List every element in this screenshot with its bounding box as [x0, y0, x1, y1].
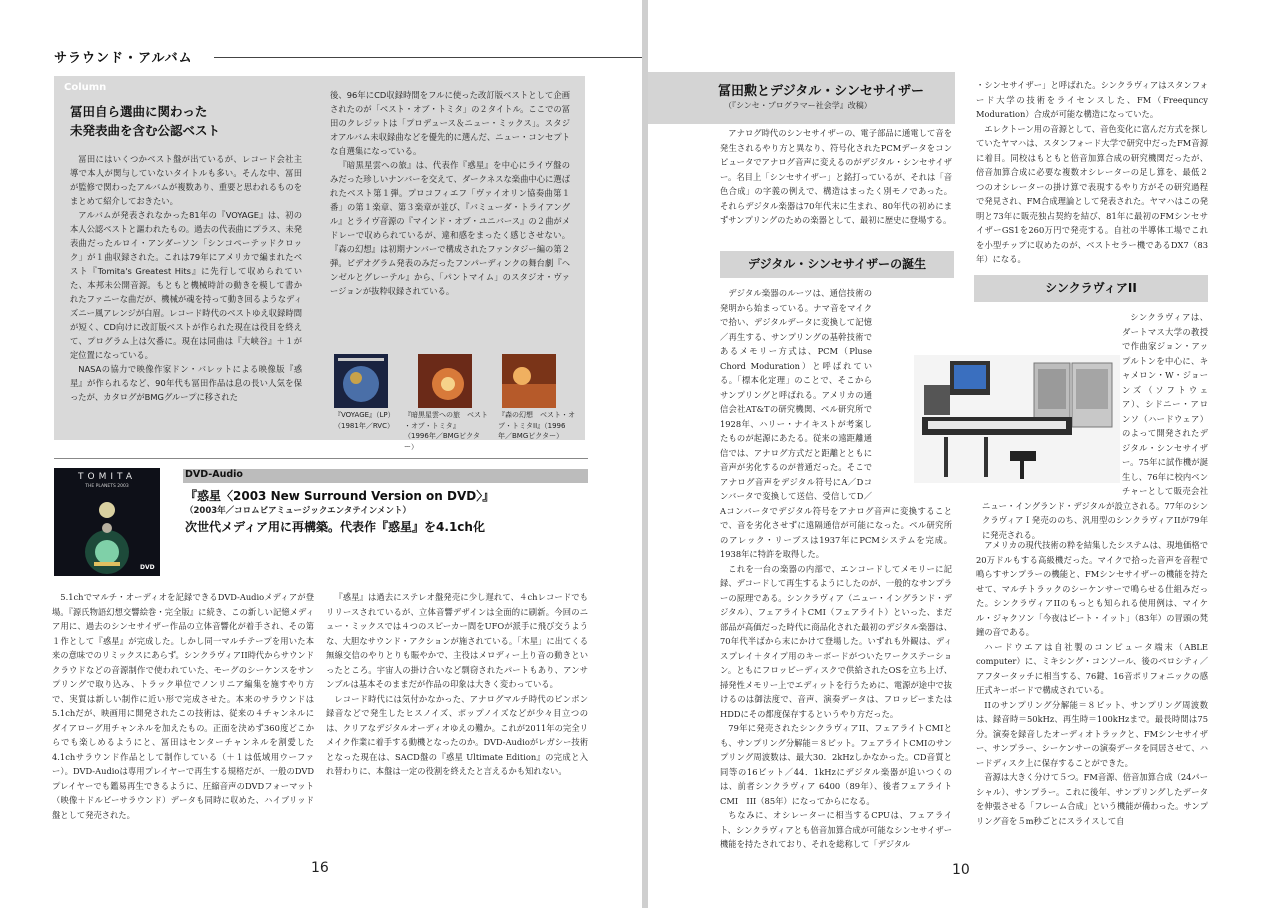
- dvd-cover-title: THE PLANETS 2003: [85, 484, 129, 489]
- article-subtitle: （『シンセ・プログラマー社会学』改稿）: [724, 101, 872, 110]
- paragraph: レコード時代には気付かなかった、アナログマルチ時代のピンポン録音などで発生したヒスノイズ、ポップノイズなどが少々目立つのは、クリアなデジタルオーディオゆえの難か。これが2011年の完全リメイク作業に着手する動機となったのか。DVD-Audioがレガシー技術となった現在は、SACD盤の『惑星 Ultimate Edition』の完成と入れ替わりに、本盤は一定の役割を終えたと言えるかも知れない。: [326, 693, 588, 776]
- album-cover-ankoku: [418, 354, 472, 408]
- paragraph: アルバムが発表されなかった81年の『VOYAGE』は、初の本人公認ベストと謳われたもの。過去の代表曲にプラス、未発表曲だったルロイ・アンダーソン「シンコペーテッドクロック」が１曲収録された。これは79年にアメリカで編まれたベスト『Tomita's Greatest Hits』に先行して収められていた、本邦未公開音源。もともと機械時計の動きを模して書かれたファニーな曲だが、機械が魂を持って動き回るようなディズニー風アレンジが白眉。レコード時代のベストゆえ収録時間が短く、CD向けに改訂版ベストが作られた現在は役目を終えて、プログラム上は欠番に。現在は同曲は『大峡谷』＋１が定位置になっている。: [70, 210, 302, 360]
- caption-line: 『森の幻想 ベスト・オ: [498, 411, 575, 419]
- page-number: 10: [952, 862, 970, 878]
- caption-line: 『VOYAGE』（LP）: [334, 411, 395, 419]
- dvd-subtitle: （2003年／コロムビアミュージックエンタテインメント）: [185, 506, 411, 516]
- paragraph: NASAの協力で映像作家ドン・バレットによる映像版『惑星』が作られるなど、90年代も冨田作品は息の長い人気を保ったが、カタログがBMGグループに移された: [70, 364, 302, 402]
- column-title-line1: 冨田自ら選曲に関わった: [70, 104, 208, 119]
- dvd-headline: 次世代メディア用に再構築。代表作『惑星』を4.1ch化: [185, 520, 485, 534]
- column-title-line2: 未発表曲を含む公認ベスト: [70, 123, 221, 138]
- paragraph: 79年に発売されたシンクラヴィアII、フェアライトCMIとも、サンプリング分解能＝８ビット。フェアライトCMIのサンプリング周波数は、最大30．2kHzしかなかった。CD音質と同等の16ビット／44．1kHzにデジタル楽器が追いつくのは、前者シンクラヴィア 6400（89年）、後者フェアライトCMI III（85年）になってからになる。: [720, 723, 952, 806]
- mori-cover-art: [502, 354, 556, 408]
- paragraph: 後、96年にCD収録時間をフルに使った改訂版ベストとして企画されたのが「ベスト・オブ・トミタ」の２タイトル。ここでの冨田のクレジットは「プロデュース＆ニュー・ミックス」。スタジオアルバム未収録曲などを優先的に選んだ、ニュー・コンセプトな自選集になっている。: [330, 90, 570, 156]
- intro-text: [720, 126, 952, 246]
- column-title: [70, 102, 220, 140]
- page-number: 16: [311, 860, 329, 876]
- paragraph: アメリカの現代技術の粋を結集したシステムは、現地価格で20万ドルもする高級機だった。マイクで拾った音声を音程で鳴らすサンプラーの機能と、FMシンセサイザーの機能を持たせて、マルチトラックのシーケンサーで鳴らせる仕組みだった。シンクラヴィアIIのもっとも知られる使用例は、マイケル・ジャクソン「今夜はビート・イット」（83年）の冒頭の梵鐘の音である。: [976, 540, 1208, 637]
- article-header: [648, 72, 955, 124]
- paragraph: 『暗黒星雲への旅』は、代表作『惑星』を中心にライヴ盤のみだった珍しいナンバーを交えて、ダークネスな楽曲中心に選ばれたベスト第１弾。プロコフィエフ「ヴァイオリン協奏曲第１番」の第１楽章、第３楽章が並び、『バミューダ・トライアングル』とライヴ音源の『マインド・オブ・ユニバース』の２曲がメドレーで収められているが、違和感をまったく感じさせない。『森の幻想』は初期ナンバーで構成されたファンタジー編の第２弾。ビデオグラム発表のみだったフンパーディンクの舞台劇『ヘンゼルとグレーテル』から、「パントマイム」のスタジオ・ヴァージョンが抜粋収録されている。: [330, 160, 570, 296]
- paragraph: 冨田にはいくつかベスト盤が出ているが、レコード会社主導で本人が関与していないタイトルも多い。そんな中、冨田が監修で関わったアルバムが複数あり、重要と思われるものをまとめて紹介しておきたい。: [70, 154, 302, 206]
- column-left-text: [70, 152, 302, 438]
- album-cover-mori: [502, 354, 556, 408]
- paragraph: 5.1chでマルチ・オーディオを記録できるDVD-Audioメディアが登場。『源氏物語幻想交響絵巻・完全版』に続き、この新しい記憶メディア用に、過去のシンセサイザー作品の立体音響化が着手され、その第１作として『惑星』が完成した。しかし同一マルチテープを用いた本来の意味でのリミックスにあらず。シンクラヴィアII時代からサウンドクラウドなどの音源制作で使われていた、モーグのシーケンスをサンプリングで取り込み、トラック単位でノンリニア編集を施すやり方で、実質は新しい制作に近い形で完成させた。本来のサラウンドは5.1chだが、映画用に開発されたこの技術は、従来の４チャンネルにダイアローグ用チャンネルを加えたもの。正面を決めず360度どこからでも楽しめるようにと、冨田はセンターチャンネルを割愛した4.1chサラウンド作品として制作している（＋１は低域用ウーファー）。DVD-Audioは専用プレイヤーで再生する規格だが、一般のDVDプレイヤーでも鑑易再生できるように、圧縮音声のDVDフォーマット（映像＋ドルビーサラウンド）データも同時に収めた、ハイブリッド盤として発売された。: [52, 592, 314, 820]
- paragraph: 『惑星』は過去にステレオ盤発売に少し遅れて、４chレコードでもリリースされているが、立体音響デザインは全面的に刷新。今回のニュー・ミックスでは４つのスピーカー間をUFOが派手に飛び交うような、大胆なサウンド・アクションが施されている。「木星」に出てくる無線交信のやりとりも賑やかで、主役はメロディー上り音の動きといったところ。宇宙人の掛け合いなど剽窃されたパートもあり、アンサンブルは基本そのままだが作品の印象は大きく変わっている。: [326, 592, 588, 689]
- paragraph: デジタル楽器のルーツは、通信技術の発明から始まっている。ナマ音をマイクで拾い、デジタルデータに変換して記憶／再生する、サンプリングの基幹技術であるメモリー方式は、PCM（Pluse Chord Moduration）と呼ばれている。「標本化定理」のことで、そこからサンプリングと呼ばれる。アメリカの通信会社AT&Tの研究機関、ベル研究所で1928年、ハリー・ナイキストが考案したものが起源にあたる。従来の遠距離通信では、アナログ方式だと距離とともに音声が劣化するのが普通だった。そこでアナログ音声をデジタル符号にA／Dコンバータで変換して送信、受信してD／Aコンバータでデジタル符号をアナログ音声に変換することで、音を劣化させずに遠隔通信が可能になった。ベル研究所のアレック・リーブスは1937年にPCMシステムを完成。1938年に特許を取得した。: [720, 288, 952, 559]
- column-box: [54, 76, 585, 451]
- dvd-cover: [54, 468, 160, 576]
- section-heading-synclavier: シンクラヴィアII: [974, 275, 1208, 302]
- album-caption-mori: [498, 410, 578, 442]
- dvd-label-bar: [183, 469, 588, 483]
- article-title: 冨田勲とデジタル・シンセサイザー: [718, 84, 924, 99]
- caption-line: 『暗黒星雲への旅 ベスト: [404, 411, 488, 419]
- voyage-cover-art: [334, 354, 388, 408]
- column-right-text: [330, 88, 570, 340]
- caption-line: ・オブ・トミタ』: [404, 421, 460, 430]
- dvd-cover-brand: TOMITA: [78, 472, 136, 482]
- section-heading-birth: デジタル・シンセサイザーの誕生: [720, 251, 954, 278]
- dvd-title: 『惑星〈2003 New Surround Version on DVD〉』: [185, 489, 495, 503]
- caption-line: （1981年／RVC）: [334, 421, 394, 430]
- paragraph: ハードウエアは自社製のコンピュータ端末（ABLE computer）に、ミキシング・コンソール、後のベロシティ／アフタータッチに相当する、76鍵、16音ポリフォニックの感圧式キーボードで構成されている。: [976, 641, 1208, 695]
- dvd-right-text: [326, 590, 588, 840]
- paragraph: これを一台の楽器の内部で、エンコードしてメモリーに記録、デコードして再生するようにしたのが、一般的なサンプラーの原理である。シンクラヴィア（ニュー・イングランド・デジタル）、フェアライトCMI（フェアライト）といった、まだ部品が高価だった時代に商品化された最初のデジタル楽器は、70年代半ばから末にかけて登場した。いずれも外観は、ディスプレイ＋タイプ用のキーボードがついたワークステーション。ともにフロッピーディスクで供給されたOSを立ち上げ、掃発性メモリー上でエディットを行うために、電源が途中で抜けるのは御法度で、音声、演奏データは、フロッピーまたはHDDにその都度保存するというやり方だった。: [720, 563, 952, 719]
- paragraph: ・シンセサイザー」と呼ばれた。シンクラヴィアはスタンフォード大学の技術をライセンスした、FM（Freequncy Moduration）合成が可能な構造になっていた。: [976, 80, 1208, 119]
- col2-side-text: [1120, 340, 1208, 530]
- col2-top-text: [976, 78, 1208, 268]
- spacer: [982, 310, 1122, 490]
- paragraph: ちなみに、オシレーターに相当するCPUは、フェアライト、シンクラヴィアとも倍音加算合成が可能なシンセサイザー機能を持たされており、それを総称して「デジタル: [720, 810, 952, 849]
- album-caption-voyage: [334, 410, 414, 431]
- dvd-label: DVD-Audio: [185, 469, 243, 480]
- dvd-left-text: [52, 590, 314, 840]
- section-rule: [214, 57, 642, 58]
- paragraph: 音源は大きく分けて５つ。FM音源、倍音加算合成（24パーシャル）、サンプラー。これに後年、サンプリングしたデータを伸張させる「フレーム合成」という機能が備わった。サンプリング音を５m秒ごとにスライスして自: [976, 772, 1208, 826]
- paragraph: エレクトーン用の音源として、音色変化に富んだ方式を探していたヤマハは、スタンフォード大学で研究中だったFM音源に着目。同校はもともと倍音加算合成の研究機関だったが、倍音加算合成に必要な複数オシレーターの足し算を、最低２つのオシレーターの掛け算で表現するやり方がその研究過程で発見され、FM合成理論として発表された。ヤマハはこの発明と73年に販売独占契約を結び、81年に最初のFMシンセサイザーGS1を260万円で発売する。自社の半導体工場でこれを小型チップに収めたのが、ベストセラー機であるDX7（83年）になる。: [976, 123, 1208, 264]
- right-page: [648, 0, 1280, 908]
- divider: [54, 458, 588, 459]
- paragraph: アナログ時代のシンセサイザーの、電子部品に通電して音を発生されるやり方と異なり、符号化されたPCMデータをコンピュータでアナログ音声に変えるのがデジタル・シンセサイザー。名目上「シンセサイザー」と銘打っているが、それは「音色合成」の字義の例えで、構造はまったく別モノであった。それらデジタル楽器は70年代末に生まれ、80年代の初めにまずサンプリングのための楽器として、最初に歴史に登場する。: [720, 128, 952, 225]
- paragraph: シンクラヴィアは、ダートマス大学の教授で作曲家ジョン・アップルトンを中心に、キャメロン・W・ジョーンズ（ソフトウェア）、シドニー・アロンソ（ハードウェア）のよって開発されたデジタル・シンセサイザー。75年に試作機が誕生し、76年に校内ベンチャーとして販売会社ニュー・イングランド・デジタルが設立される。77年のシンクラヴィアＩ発売ののち、汎用型のシンクラヴィアIIが79年に発売される。: [982, 312, 1208, 540]
- ankoku-cover-art: [418, 354, 472, 408]
- album-cover-voyage: [334, 354, 388, 408]
- album-caption-ankoku: [404, 410, 490, 452]
- caption-line: （1996年／BMGビクター）: [404, 432, 480, 451]
- section-title: サラウンド・アルバム: [54, 51, 193, 66]
- dvd-badge: DVD: [140, 564, 155, 571]
- col2-bottom-text: [976, 538, 1208, 838]
- caption-line: 年／BMGビクター）: [498, 432, 564, 440]
- caption-line: ブ・トミタII』（1996: [498, 421, 566, 430]
- paragraph: IIのサンプリング分解能＝８ビット、サンプリング周波数は、録音時＝50kHz、再生時＝100kHzまで。最長時間は75分。演奏を録音したオーディオトラックと、FMシンセサイザー、サンプラー、シーケンサーの演奏データを同居させて、ハードディスク上に保存することができた。: [976, 699, 1208, 768]
- column-label: Column: [64, 82, 107, 93]
